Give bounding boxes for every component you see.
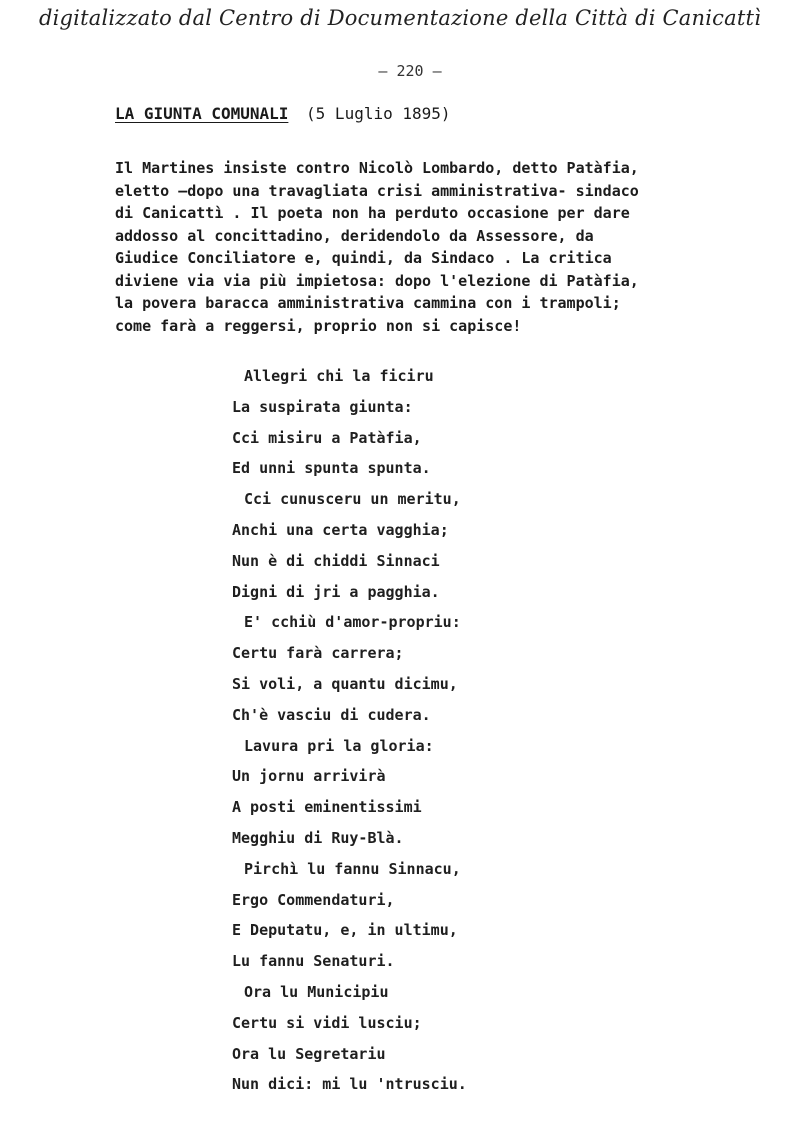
poem-title <box>115 104 451 123</box>
poem-line: Ed unni spunta spunta. <box>232 459 431 478</box>
poem-line: Lavura pri la gloria: <box>244 736 434 755</box>
poem-line: Certu farà carrera; <box>232 644 404 663</box>
intro-line: eletto –dopo una travagliata crisi amministrativa- sindaco <box>115 181 639 200</box>
poem-line: Ergo Commendaturi, <box>232 890 395 909</box>
page-number: – 220 – <box>378 62 442 80</box>
intro-line: la povera baracca amministrativa cammina con i trampoli; <box>115 294 621 312</box>
poem-line: A posti eminentissimi <box>232 798 422 817</box>
intro-line: Il Martines insiste contro Nicolò Lombardo, detto Patàfia, <box>115 159 639 177</box>
digitization-watermark: digitalizzato dal Centro di Documentazione della Città di Canicattì <box>38 6 762 30</box>
intro-line: Giudice Conciliatore e, quindi, da Sindaco . La critica <box>115 249 612 267</box>
poem-line: Ora lu Municipiu <box>244 982 389 1001</box>
title-date: (5 Luglio 1895) <box>306 104 451 123</box>
poem-line: Pirchì lu fannu Sinnacu, <box>244 859 461 878</box>
poem-line: Nun dici: mi lu 'ntrusciu. <box>232 1075 467 1094</box>
poem-line: E' cchiù d'amor-propriu: <box>244 613 461 632</box>
intro-line: addosso al concittadino, deridendolo da Assessore, da <box>115 226 594 245</box>
poem-line: Certu si vidi lusciu; <box>232 1013 422 1032</box>
intro-paragraph <box>115 157 735 337</box>
poem-line: Allegri chi la ficiru <box>244 367 434 385</box>
poem-line: Si voli, a quantu dicimu, <box>232 674 458 693</box>
poem-line: Ch'è vasciu di cudera. <box>232 705 431 724</box>
intro-line: diviene via via più impietosa: dopo l'elezione di Patàfia, <box>115 271 639 290</box>
poem-line: Anchi una certa vagghia; <box>232 520 449 539</box>
poem-line: Lu fannu Senaturi. <box>232 952 395 971</box>
intro-line: come farà a reggersi, proprio non si capisce! <box>115 316 522 335</box>
poem-line: Cci misiru a Patàfia, <box>232 428 422 447</box>
poem-line: La suspirata giunta: <box>232 397 413 416</box>
title-text: LA GIUNTA COMUNALI <box>115 104 289 123</box>
poem-line: Un jornu arrivirà <box>232 767 386 786</box>
intro-line: di Canicattì . Il poeta non ha perduto occasione per dare <box>115 204 630 222</box>
poem-line: Ora lu Segretariu <box>232 1044 386 1063</box>
poem-line: Cci cunusceru un meritu, <box>244 490 461 509</box>
poem-line: E Deputatu, e, in ultimu, <box>232 921 458 940</box>
poem-body <box>232 366 632 1105</box>
poem-line: Digni di jri a pagghia. <box>232 582 440 601</box>
poem-line: Megghiu di Ruy-Blà. <box>232 828 404 847</box>
poem-line: Nun è di chiddi Sinnaci <box>232 551 440 570</box>
